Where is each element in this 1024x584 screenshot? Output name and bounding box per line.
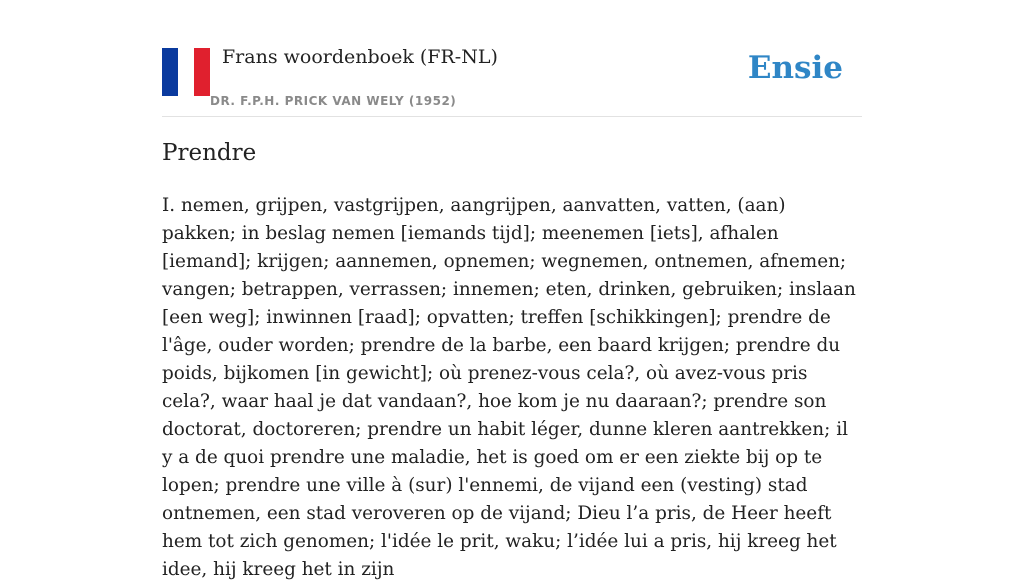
entry-definition: I. nemen, grijpen, vastgrijpen, aangrijpen, aanvatten, vatten, (aan) pakken; in beslag nemen [iemands tijd]; meenemen [iets], afhalen [iemand]; krijgen; aannemen, opnemen; wegnemen, ontnemen, afnemen; vangen; betrappen, verrassen; innemen; eten, drinken, gebruiken; inslaan [een weg]; inwinnen [raad]; opvatten; treffen [schikkingen]; prendre de l'âge, ouder worden; prendre de la barbe, een baard krijgen; prendre du poids, bijkomen [in gewicht]; où prenez-vous cela?, où avez-vous pris cela?, waar haal je dat vandaan?, hoe kom je nu daaraan?; prendre son doctorat, doctoreren; prendre un habit léger, dunne kleren aantrekken; il y a de quoi prendre une maladie, het is goed om er een ziekte bij op te lopen; prendre une ville à (sur) l'ennemi, de vijand een (vesting) stad ontnemen, een stad veroveren op de vijand; Dieu l’a pris, de Heer heeft hem tot zich genomen; l'idée le prit, waku; l’idée lui a pris, hij kreeg het idee, hij kreeg het in zijn (162, 195, 856, 580)
dictionary-header (162, 40, 862, 117)
dictionary-title[interactable]: Frans woordenboek (FR-NL) (222, 46, 498, 68)
dictionary-author: DR. F.P.H. PRICK VAN WELY (1952) (210, 94, 457, 108)
entry-word: Prendre (162, 140, 257, 166)
flag-stripe-white (178, 48, 194, 96)
ensie-logo[interactable]: Ensie (747, 50, 843, 86)
france-flag-icon (162, 48, 210, 96)
flag-stripe-blue (162, 48, 178, 96)
flag-stripe-red (194, 48, 210, 96)
